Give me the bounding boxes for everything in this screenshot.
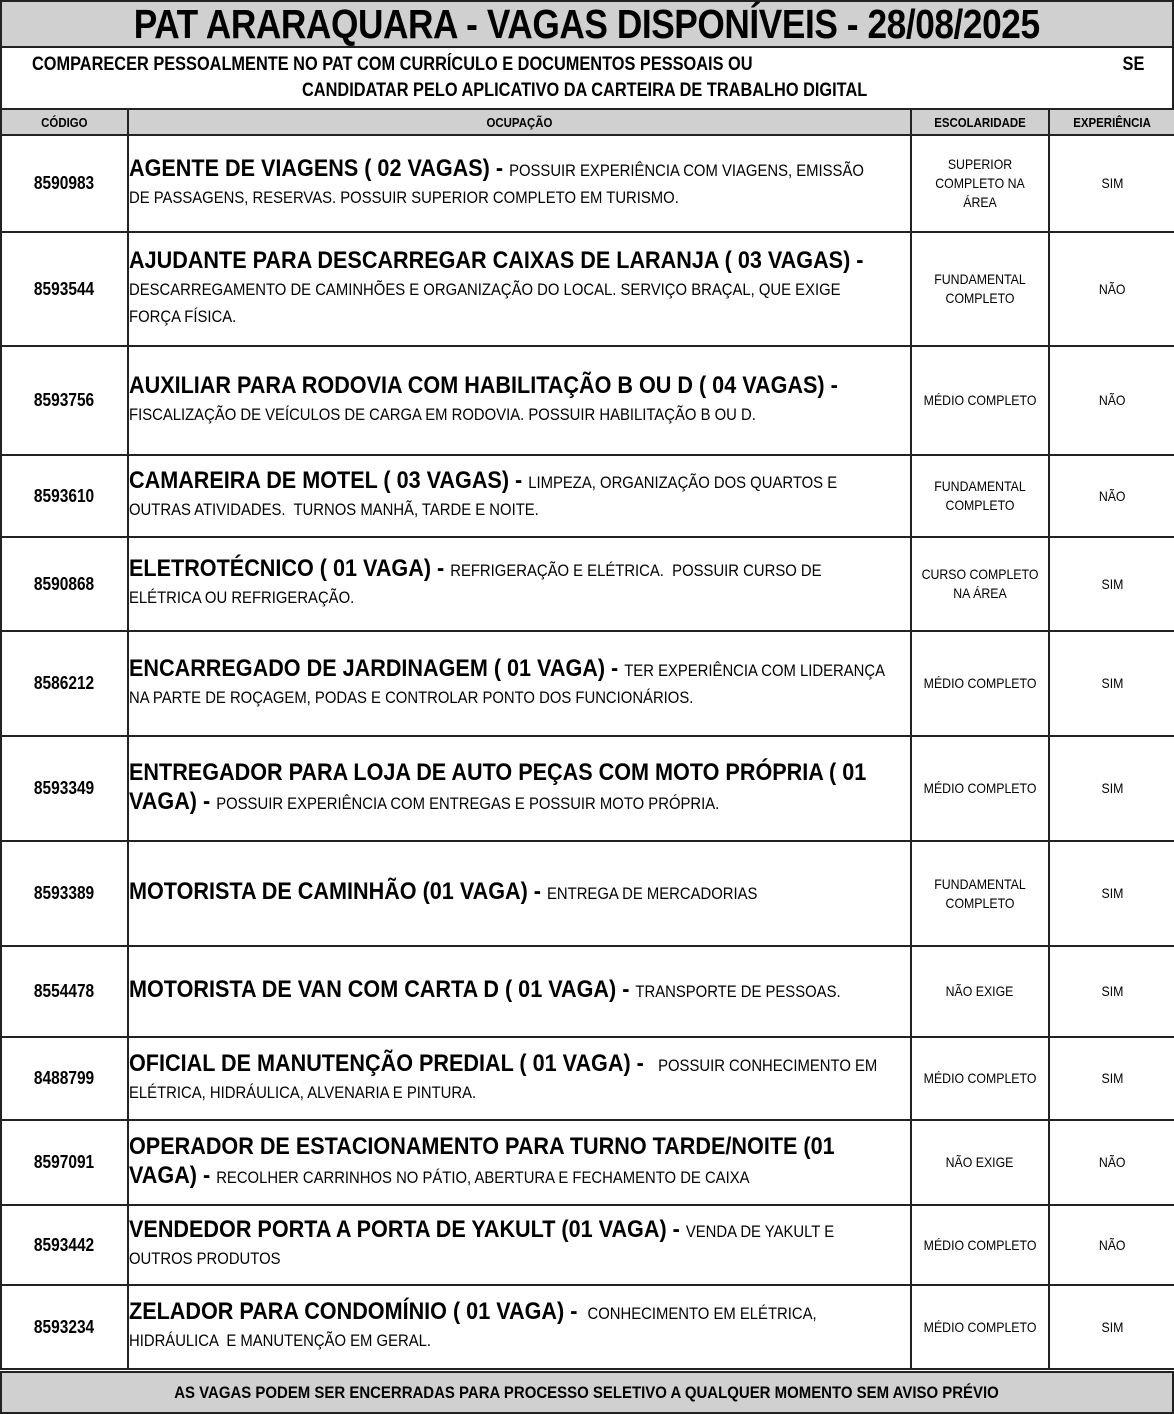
title-bar	[0, 0, 1174, 48]
job-experience: SIM	[1049, 1037, 1174, 1120]
job-title: ENCARREGADO DE JARDINAGEM ( 01 VAGA) -	[129, 654, 625, 682]
table-row	[1, 1120, 1174, 1205]
job-occupation	[128, 537, 911, 631]
job-code: 8593234	[1, 1285, 128, 1369]
table-row	[1, 537, 1174, 631]
job-code: 8593389	[1, 841, 128, 946]
page-title: PAT ARARAQUARA - VAGAS DISPONÍVEIS - 28/08/2025	[134, 0, 1040, 47]
table-row	[1, 135, 1174, 232]
table-row	[1, 1285, 1174, 1369]
table-row	[1, 1205, 1174, 1285]
job-description: VENDA DE YAKULT E OUTROS PRODUTOS	[129, 1223, 839, 1268]
job-experience: SIM	[1049, 537, 1174, 631]
job-title: AUXILIAR PARA RODOVIA COM HABILITAÇÃO B OU D ( 04 VAGAS) -	[129, 371, 838, 399]
job-education: MÉDIO COMPLETO	[911, 1285, 1049, 1369]
job-code: 8554478	[1, 946, 128, 1037]
job-description: REFRIGERAÇÃO E ELÉTRICA. POSSUIR CURSO DE ELÉTRICA OU REFRIGERAÇÃO.	[129, 562, 826, 607]
job-occupation	[128, 232, 911, 346]
job-description: LIMPEZA, ORGANIZAÇÃO DOS QUARTOS E OUTRAS ATIVIDADES. TURNOS MANHÃ, TARDE E NOITE.	[129, 474, 842, 519]
job-experience: SIM	[1049, 1285, 1174, 1369]
job-description: ENTREGA DE MERCADORIAS	[547, 885, 758, 903]
job-description: DESCARREGAMENTO DE CAMINHÕES E ORGANIZAÇÃO DO LOCAL. SERVIÇO BRAÇAL, QUE EXIGE FORÇA FÍSICA.	[129, 280, 845, 326]
footer-text: AS VAGAS PODEM SER ENCERRADAS PARA PROCESSO SELETIVO A QUALQUER MOMENTO SEM AVISO PRÉVIO	[174, 1382, 1000, 1402]
job-code: 8597091	[1, 1120, 128, 1205]
job-description: TRANSPORTE DE PESSOAS.	[635, 983, 841, 1001]
job-occupation	[128, 841, 911, 946]
table-row	[1, 946, 1174, 1037]
job-education: FUNDAMENTAL COMPLETO	[911, 455, 1049, 537]
job-title: AJUDANTE PARA DESCARREGAR CAIXAS DE LARANJA ( 03 VAGAS) -	[129, 246, 864, 274]
table-row	[1, 1037, 1174, 1120]
job-education: FUNDAMENTAL COMPLETO	[911, 232, 1049, 346]
job-description: CONHECIMENTO EM ELÉTRICA, HIDRÁULICA E MANUTENÇÃO EM GERAL.	[129, 1305, 821, 1350]
table-row	[1, 455, 1174, 537]
job-education: MÉDIO COMPLETO	[911, 1037, 1049, 1120]
jobs-table	[0, 108, 1174, 1370]
job-description: POSSUIR CONHECIMENTO EM ELÉTRICA, HIDRÁULICA, ALVENARIA E PINTURA.	[129, 1056, 882, 1102]
job-code: 8593610	[1, 455, 128, 537]
job-occupation	[128, 135, 911, 232]
job-occupation	[128, 455, 911, 537]
job-code: 8488799	[1, 1037, 128, 1120]
job-experience: SIM	[1049, 631, 1174, 736]
job-code: 8590983	[1, 135, 128, 232]
job-title: ENTREGADOR PARA LOJA DE AUTO PEÇAS COM MOTO PRÓPRIA ( 01 VAGA) -	[129, 758, 867, 815]
job-code: 8593544	[1, 232, 128, 346]
job-education: MÉDIO COMPLETO	[911, 1205, 1049, 1285]
job-experience: SIM	[1049, 736, 1174, 841]
job-description: POSSUIR EXPERIÊNCIA COM ENTREGAS E POSSUIR MOTO PRÓPRIA.	[216, 794, 720, 813]
table-row	[1, 346, 1174, 455]
job-title: ELETROTÉCNICO ( 01 VAGA) -	[129, 555, 451, 582]
table-row	[1, 841, 1174, 946]
job-experience: SIM	[1049, 946, 1174, 1037]
job-code: 8593756	[1, 346, 128, 455]
job-occupation	[128, 736, 911, 841]
job-title: MOTORISTA DE CAMINHÃO (01 VAGA) -	[129, 878, 548, 905]
job-code: 8593442	[1, 1205, 128, 1285]
job-occupation	[128, 631, 911, 736]
job-education: FUNDAMENTAL COMPLETO	[911, 841, 1049, 946]
job-education: MÉDIO COMPLETO	[911, 736, 1049, 841]
job-education: SUPERIOR COMPLETO NA ÁREA	[911, 135, 1049, 232]
job-code: 8590868	[1, 537, 128, 631]
job-title: MOTORISTA DE VAN COM CARTA D ( 01 VAGA) -	[129, 976, 636, 1003]
column-header-occupation: OCUPAÇÃO	[128, 109, 911, 135]
job-title: VENDEDOR PORTA A PORTA DE YAKULT (01 VAGA) -	[129, 1216, 686, 1243]
job-education: MÉDIO COMPLETO	[911, 346, 1049, 455]
table-row	[1, 631, 1174, 736]
job-experience: SIM	[1049, 841, 1174, 946]
footer-disclaimer	[0, 1371, 1174, 1414]
column-header-experience: EXPERIÊNCIA	[1049, 109, 1174, 135]
job-occupation	[128, 946, 911, 1037]
job-description: FISCALIZAÇÃO DE VEÍCULOS DE CARGA EM RODOVIA. POSSUIR HABILITAÇÃO B OU D.	[129, 405, 756, 424]
job-occupation	[128, 1205, 911, 1285]
job-education: CURSO COMPLETO NA ÁREA	[911, 537, 1049, 631]
job-occupation	[128, 1120, 911, 1205]
job-occupation	[128, 346, 911, 455]
job-code: 8593349	[1, 736, 128, 841]
job-description: POSSUIR EXPERIÊNCIA COM VIAGENS, EMISSÃO DE PASSAGENS, RESERVAS. POSSUIR SUPERIOR COMPLETO EM TURISMO.	[129, 161, 869, 207]
application-notice	[0, 48, 1174, 108]
job-experience: NÃO	[1049, 1205, 1174, 1285]
job-education: NÃO EXIGE	[911, 1120, 1049, 1205]
table-row	[1, 232, 1174, 346]
job-education: MÉDIO COMPLETO	[911, 631, 1049, 736]
notice-line-1-end: SE	[1122, 54, 1144, 75]
job-title: OPERADOR DE ESTACIONAMENTO PARA TURNO TARDE/NOITE (01 VAGA) -	[129, 1132, 835, 1189]
job-title: AGENTE DE VIAGENS ( 02 VAGAS) -	[129, 154, 510, 182]
job-description: TER EXPERIÊNCIA COM LIDERANÇA NA PARTE DE ROÇAGEM, PODAS E CONTROLAR PONTO DOS FUNCIONÁRIOS.	[129, 661, 889, 707]
job-title: OFICIAL DE MANUTENÇÃO PREDIAL ( 01 VAGA) -	[129, 1049, 650, 1077]
job-occupation	[128, 1285, 911, 1369]
table-header-row	[1, 109, 1174, 135]
column-header-education: ESCOLARIDADE	[911, 109, 1049, 135]
job-experience: NÃO	[1049, 1120, 1174, 1205]
job-experience: NÃO	[1049, 455, 1174, 537]
job-occupation	[128, 1037, 911, 1120]
column-header-code: CÓDIGO	[1, 109, 128, 135]
job-education: NÃO EXIGE	[911, 946, 1049, 1037]
job-experience: NÃO	[1049, 346, 1174, 455]
job-description: RECOLHER CARRINHOS NO PÁTIO, ABERTURA E FECHAMENTO DE CAIXA	[216, 1168, 750, 1187]
job-title: CAMAREIRA DE MOTEL ( 03 VAGAS) -	[129, 467, 529, 494]
job-experience: NÃO	[1049, 232, 1174, 346]
job-title: ZELADOR PARA CONDOMÍNIO ( 01 VAGA) -	[129, 1298, 584, 1325]
table-row	[1, 736, 1174, 841]
job-code: 8586212	[1, 631, 128, 736]
notice-line-2: CANDIDATAR PELO APLICATIVO DA CARTEIRA DE TRABALHO DIGITAL	[302, 80, 868, 101]
notice-line-1: COMPARECER PESSOALMENTE NO PAT COM CURRÍCULO E DOCUMENTOS PESSOAIS OU	[32, 54, 753, 75]
job-experience: SIM	[1049, 135, 1174, 232]
